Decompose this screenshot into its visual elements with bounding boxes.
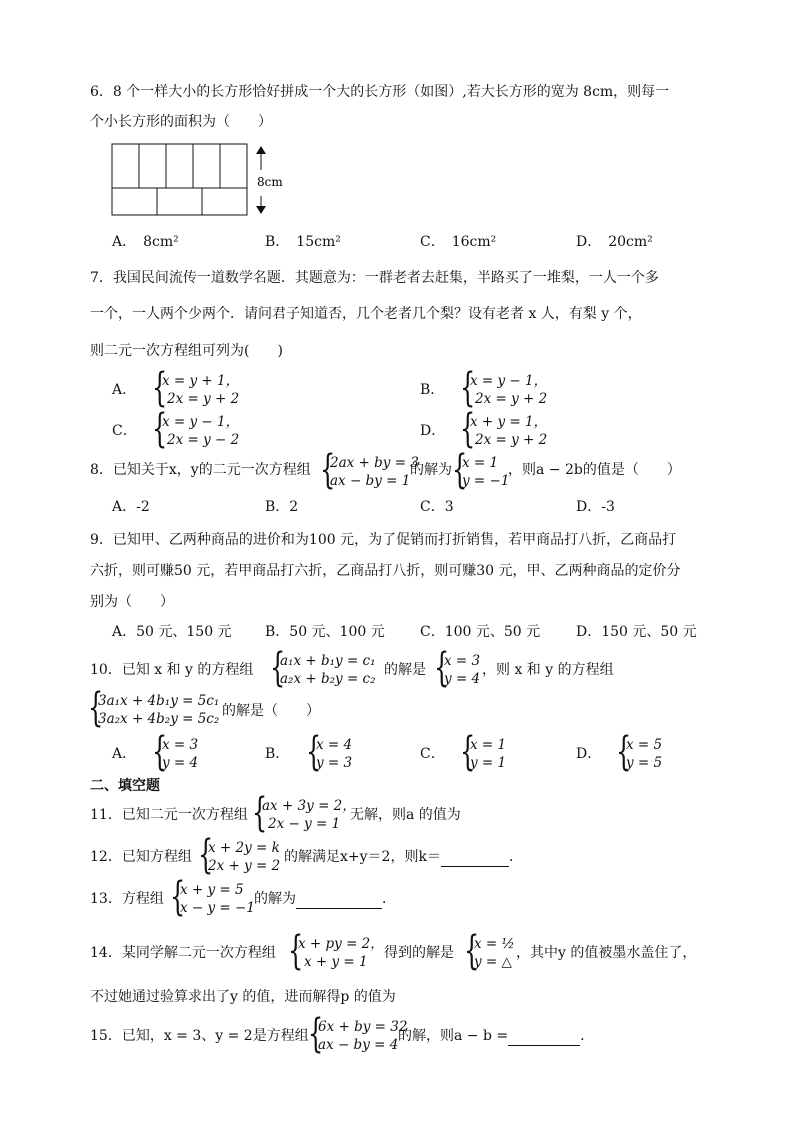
q10-suffix: ，则 x 和 y 的方程组 <box>482 662 614 678</box>
q14-suffix: ，其中y 的值被墨水盖住了， <box>516 945 697 961</box>
q6-option-d: D． 20cm² <box>576 234 653 250</box>
q6-line2: 个小长方形的面积为（ ） <box>90 114 272 130</box>
q8-option-a: A．-2 <box>112 499 150 515</box>
q14-prefix: 14．某同学解二元一次方程组 <box>90 945 276 961</box>
q6-rectangle-figure <box>108 140 298 220</box>
q9-option-d: D．150 元、50 元 <box>576 624 697 640</box>
q9-line2: 六折，则可赚50 元，若甲商品打六折，乙商品打八折，则可赚30 元，甲、乙两种商品的定价分 <box>90 563 681 579</box>
q8-option-b: B．2 <box>265 499 299 515</box>
q10-label-c: C． <box>420 746 445 762</box>
q6-figure-label: 8cm <box>257 175 283 189</box>
q10-prefix: 10．已知 x 和 y 的方程组 <box>90 662 254 678</box>
section-heading-fill-in: 二、填空题 <box>90 778 160 794</box>
q9-line1: 9．已知甲、乙两种商品的进价和为100 元，为了促销而打折销售，若甲商品打八折，乙商品打 <box>90 532 677 548</box>
q6-option-c: C． 16cm² <box>420 234 497 250</box>
q7-line2: 一个，一人两个少两个．请问君子知道否，几个老者几个梨？设有老者 x 人，有梨 y 个， <box>90 306 642 322</box>
q12-answer-blank[interactable] <box>441 850 509 867</box>
q10-label-a: A． <box>112 746 137 762</box>
q11-suffix: 无解，则a 的值为 <box>350 807 461 823</box>
q13-answer-blank[interactable] <box>296 892 382 909</box>
q7-label-a: A． <box>112 382 137 398</box>
q6-option-a: A． 8cm² <box>112 234 179 250</box>
q7-label-c: C． <box>112 423 137 439</box>
q14-line2: 不过她通过验算求出了y 的值，进而解得p 的值为 <box>90 989 396 1005</box>
q10-mid: 的解是 <box>384 662 426 678</box>
q6-line1: 6．8 个一样大小的长方形恰好拼成一个大的长方形（如图）,若大长方形的宽为 8cm，则每一 <box>90 84 670 100</box>
q7-line1: 7．我国民间流传一道数学名题．其题意为：一群老者去赶集，半路买了一堆梨，一人一个多 <box>90 270 659 286</box>
q14-mid: 得到的解是 <box>384 945 454 961</box>
q7-label-b: B． <box>420 382 445 398</box>
q7-label-d: D． <box>420 423 446 439</box>
q9-option-c: C．100 元、50 元 <box>420 624 541 640</box>
q9-option-b: B．50 元、100 元 <box>265 624 385 640</box>
q10-label-d: D． <box>576 746 602 762</box>
q8-option-c: C．3 <box>420 499 454 515</box>
q15-suffix: 的解，则a − b = ． <box>398 1028 595 1044</box>
q12-prefix: 12．已知方程组 <box>90 849 192 865</box>
q8-option-d: D．-3 <box>576 499 615 515</box>
q8-prefix: 8．已知关于x，y的二元一次方程组 <box>90 462 311 478</box>
q8-suffix: ，则a − 2b的值是（ ） <box>508 462 681 478</box>
q13-suffix: 的解为 ． <box>254 891 396 907</box>
q10-tail: 的解是（ ） <box>222 703 320 719</box>
q13-prefix: 13．方程组 <box>90 891 164 907</box>
q15-answer-blank[interactable] <box>508 1029 580 1046</box>
q10-label-b: B． <box>265 746 290 762</box>
q12-suffix: 的解满足x+y＝2，则k＝ ． <box>284 849 523 865</box>
q11-prefix: 11．已知二元一次方程组 <box>90 807 248 823</box>
q9-line3: 别为（ ） <box>90 594 174 610</box>
q6-option-b: B． 15cm² <box>265 234 341 250</box>
q9-option-a: A．50 元、150 元 <box>112 624 232 640</box>
q8-mid: 的解为 <box>410 462 452 478</box>
q7-line3: 则二元一次方程组可列为( ) <box>90 343 283 359</box>
q15-prefix: 15．已知，x = 3、y = 2是方程组 <box>90 1028 309 1044</box>
